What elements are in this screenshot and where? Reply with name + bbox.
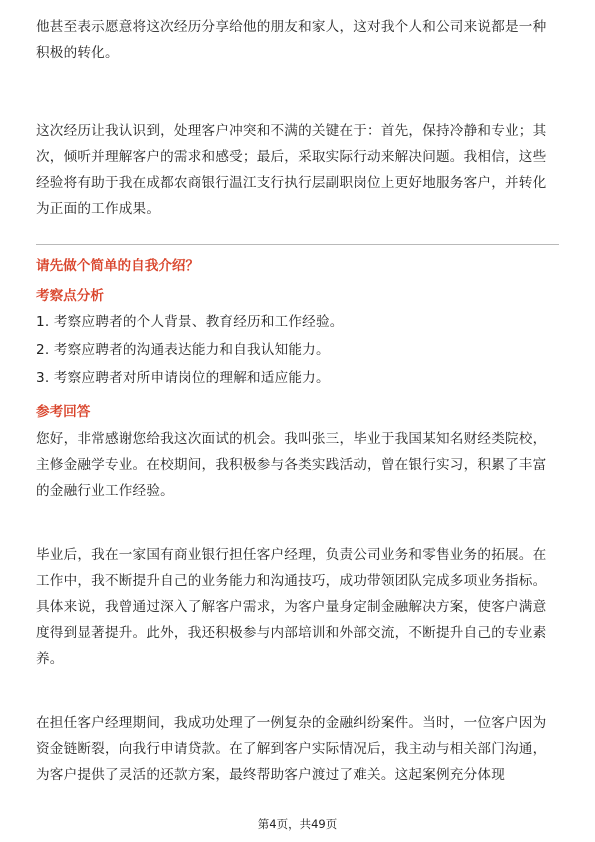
page-footer: 第4页，共49页 <box>257 817 338 831</box>
answer-paragraph-3: 在担任客户经理期间，我成功处理了一例复杂的金融纠纷案件。当时，一位客户因为资金链断裂，向我行申请贷款。在了解到客户实际情况后，我主动与相关部门沟通，为客户提供了灵活的还款方案，最终帮助客户渡过了难关。这起案例充分体现 <box>36 715 547 783</box>
answer-heading: 参考回答 <box>36 404 91 420</box>
analysis-item-3: 3. 考察应聘者对所申请岗位的理解和适应能力。 <box>36 370 330 386</box>
analysis-heading: 考察点分析 <box>36 288 104 304</box>
analysis-item-1: 1. 考察应聘者的个人背景、教育经历和工作经验。 <box>36 314 344 330</box>
answer-paragraph-2: 毕业后，我在一家国有商业银行担任客户经理，负责公司业务和零售业务的拓展。在工作中，我不断提升自己的业务能力和沟通技巧，成功带领团队完成多项业务指标。具体来说，我曾通过深入了解客户需求，为客户量身定制金融解决方案，使客户满意度得到显著提升。此外，我还积极参与内部培训和外部交流，不断提升自己的专业素养。 <box>36 547 547 667</box>
question-title: 请先做个简单的自我介绍？ <box>36 258 200 274</box>
section-divider <box>36 244 559 245</box>
document-page <box>36 0 559 842</box>
answer-paragraph-1: 您好，非常感谢您给我这次面试的机会。我叫张三，毕业于我国某知名财经类院校，主修金融学专业。在校期间，我积极参与各类实践活动，曾在银行实习，积累了丰富的金融行业工作经验。 <box>36 431 547 499</box>
paragraph-lesson: 这次经历让我认识到，处理客户冲突和不满的关键在于：首先，保持冷静和专业；其次，倾听并理解客户的需求和感受；最后，采取实际行动来解决问题。我相信，这些经验将有助于我在成都农商银行温江支行执行层副职岗位上更好地服务客户，并转化为正面的工作成果。 <box>36 123 547 217</box>
paragraph-top: 他甚至表示愿意将这次经历分享给他的朋友和家人，这对我个人和公司来说都是一种积极的转化。 <box>36 19 547 61</box>
analysis-item-2: 2. 考察应聘者的沟通表达能力和自我认知能力。 <box>36 342 330 358</box>
